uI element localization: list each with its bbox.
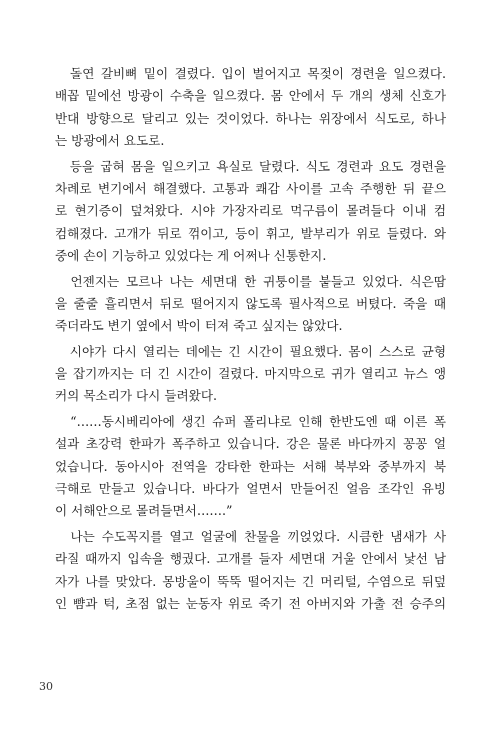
text-line: 을 잡기까지는 더 긴 시간이 걸렸다. 마지막으로 귀가 열리고 뉴스 앵 [55,366,446,382]
text-line: 등을 굽혀 몸을 일으키고 욕실로 달렸다. 식도 경련과 요도 경련을 [55,158,446,174]
paragraph-6 [55,526,446,616]
text-line: 컴해졌다. 고개가 뒤로 꺾이고, 등이 휘고, 발부리가 위로 들렸다. 와 [55,225,446,241]
text-line: 라질 때까지 입속을 행궜다. 고개를 들자 세면대 거울 안에서 낯선 남 [55,551,446,567]
text-line: 차례로 변기에서 해결했다. 고통과 쾌감 사이를 고속 주행한 뒤 끝으 [55,180,446,196]
text-line: 이 서해안으로 몰려들면서…….” [55,503,233,519]
text-line: 을 줄줄 흘리면서 뒤로 떨어지지 않도록 필사적으로 버텼다. 죽을 때 [55,295,446,311]
body-text [55,63,446,618]
text-line: 었습니다. 동아시아 전역을 강타한 한파는 서해 북부와 중부까지 북 [55,458,446,474]
text-line: 극해로 만들고 있습니다. 바다가 얼면서 만들어진 얼음 조각인 유빙 [55,481,446,497]
paragraph-4 [55,341,446,408]
paragraph-1 [55,63,446,153]
text-line: 나는 수도꼭지를 열고 얼굴에 찬물을 끼얹었다. 시큼한 냄새가 사 [55,528,446,544]
text-line: 는 방광에서 요도로. [55,133,165,149]
page-number: 30 [39,680,53,693]
text-line: 반대 방향으로 달리고 있는 것이었다. 하나는 위장에서 식도로, 하나 [55,110,446,126]
text-line: 로 현기증이 덮쳐왔다. 시야 가장자리로 먹구름이 몰려들다 이내 컴 [55,203,446,219]
paragraph-5 [55,411,446,523]
text-line: 배꼽 밑에선 방광이 수축을 일으켰다. 몸 안에서 두 개의 생체 신호가 [55,88,446,104]
text-line: “……동시베리아에 생긴 슈퍼 폴리냐로 인해 한반도엔 때 이른 폭 [55,413,446,429]
text-line: 죽더라도 변기 옆에서 박이 터져 죽고 싶지는 않았다. [55,318,343,334]
paragraph-2 [55,156,446,268]
text-line: 설과 초강력 한파가 폭주하고 있습니다. 강은 물론 바다까지 꽁꽁 얼 [55,436,446,452]
text-line: 언젠지는 모르나 나는 세면대 한 귀퉁이를 붙들고 있었다. 식은땀 [55,273,446,289]
text-line: 인 뺨과 턱, 초점 없는 눈동자 위로 죽기 전 아버지와 가출 전 승주의 [55,595,446,611]
text-line: 자가 나를 맞았다. 몽방울이 뚝뚝 떨어지는 긴 머리털, 수염으로 뒤덮 [55,573,446,589]
text-line: 돌연 갈비뼈 밑이 결렸다. 입이 벌어지고 목젖이 경련을 일으켰다. [55,66,446,81]
paragraph-3 [55,271,446,338]
text-line: 중에 손이 기능하고 있었다는 게 어쩌나 신통한지. [55,248,327,264]
text-line: 시야가 다시 열리는 데에는 긴 시간이 필요했다. 몸이 스스로 균형 [55,343,446,359]
text-line: 커의 목소리가 다시 들려왔다. [55,388,217,404]
